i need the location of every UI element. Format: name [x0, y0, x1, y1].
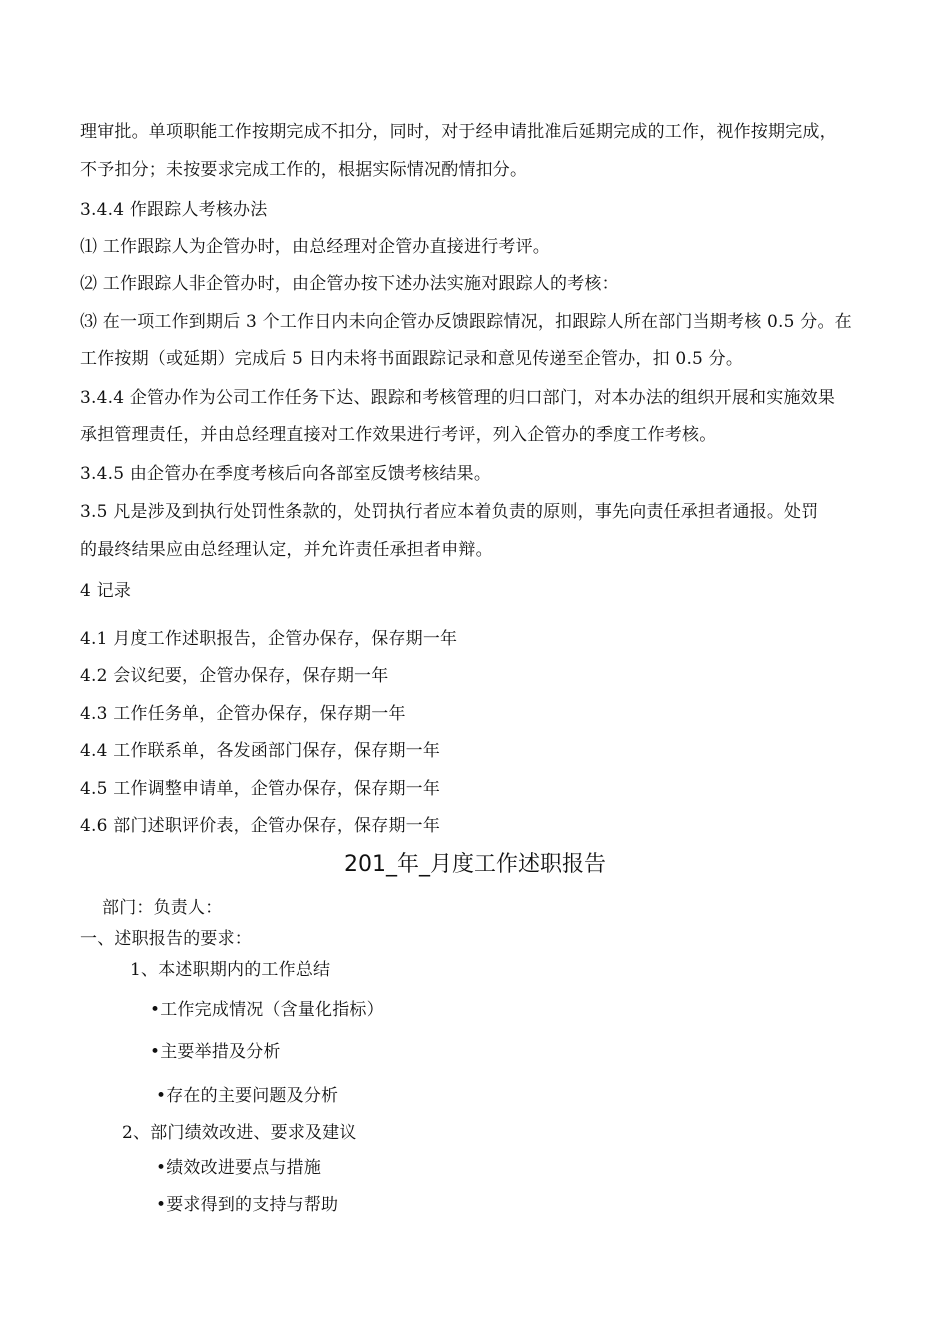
- bullet-item: •要求得到的支持与帮助: [156, 1195, 339, 1215]
- record-item: 4.3 工作任务单，企管办保存，保存期一年: [80, 704, 406, 724]
- record-item: 4.2 会议纪要，企管办保存，保存期一年: [80, 666, 389, 686]
- list-item: ⑵ 工作跟踪人非企管办时，由企管办按下述办法实施对跟踪人的考核：: [80, 274, 619, 294]
- paragraph-line: 承担管理责任，并由总经理直接对工作效果进行考评，列入企管办的季度工作考核。: [80, 425, 717, 445]
- bullet-item: •主要举措及分析: [150, 1042, 281, 1062]
- section-heading: 一、述职报告的要求：: [80, 929, 252, 949]
- record-item: 4.6 部门述职评价表，企管办保存，保存期一年: [80, 816, 441, 836]
- list-item: 2、部门绩效改进、要求及建议: [122, 1123, 357, 1143]
- report-title: 201_年_月度工作述职报告: [344, 852, 606, 877]
- paragraph-line: 3.4.5 由企管办在季度考核后向各部室反馈考核结果。: [80, 464, 492, 484]
- paragraph-line: 3.4.4 企管办作为公司工作任务下达、跟踪和考核管理的归口部门，对本办法的组织开展和实施效果: [80, 388, 836, 408]
- paragraph-line: 工作按期（或延期）完成后 5 日内未将书面跟踪记录和意见传递至企管办，扣 0.5 分。: [80, 349, 744, 369]
- section-heading: 3.4.4 作跟踪人考核办法: [80, 200, 268, 220]
- list-item: 1、本述职期内的工作总结: [130, 960, 331, 980]
- paragraph-line: 3.5 凡是涉及到执行处罚性条款的，处罚执行者应本着负责的原则，事先向责任承担者通报。处罚: [80, 502, 819, 522]
- department-field: 部门：负责人：: [102, 898, 223, 918]
- record-item: 4.4 工作联系单，各发函部门保存，保存期一年: [80, 741, 441, 761]
- record-item: 4.1 月度工作述职报告，企管办保存，保存期一年: [80, 629, 458, 649]
- paragraph-line: 不予扣分；未按要求完成工作的，根据实际情况酌情扣分。: [80, 160, 528, 180]
- record-item: 4.5 工作调整申请单，企管办保存，保存期一年: [80, 779, 441, 799]
- bullet-item: •工作完成情况（含量化指标）: [150, 1000, 384, 1020]
- list-item: ⑴ 工作跟踪人为企管办时，由总经理对企管办直接进行考评。: [80, 237, 551, 257]
- bullet-item: •绩效改进要点与措施: [156, 1158, 322, 1178]
- list-item: ⑶ 在一项工作到期后 3 个工作日内未向企管办反馈跟踪情况，扣跟踪人所在部门当期考核 0.5 分。在: [80, 312, 852, 332]
- bullet-item: •存在的主要问题及分析: [156, 1086, 339, 1106]
- paragraph-line: 的最终结果应由总经理认定，并允许责任承担者申辩。: [80, 540, 493, 560]
- section-heading: 4 记录: [80, 581, 132, 601]
- paragraph-line: 理审批。单项职能工作按期完成不扣分，同时，对于经申请批准后延期完成的工作，视作按期完成，: [80, 122, 837, 142]
